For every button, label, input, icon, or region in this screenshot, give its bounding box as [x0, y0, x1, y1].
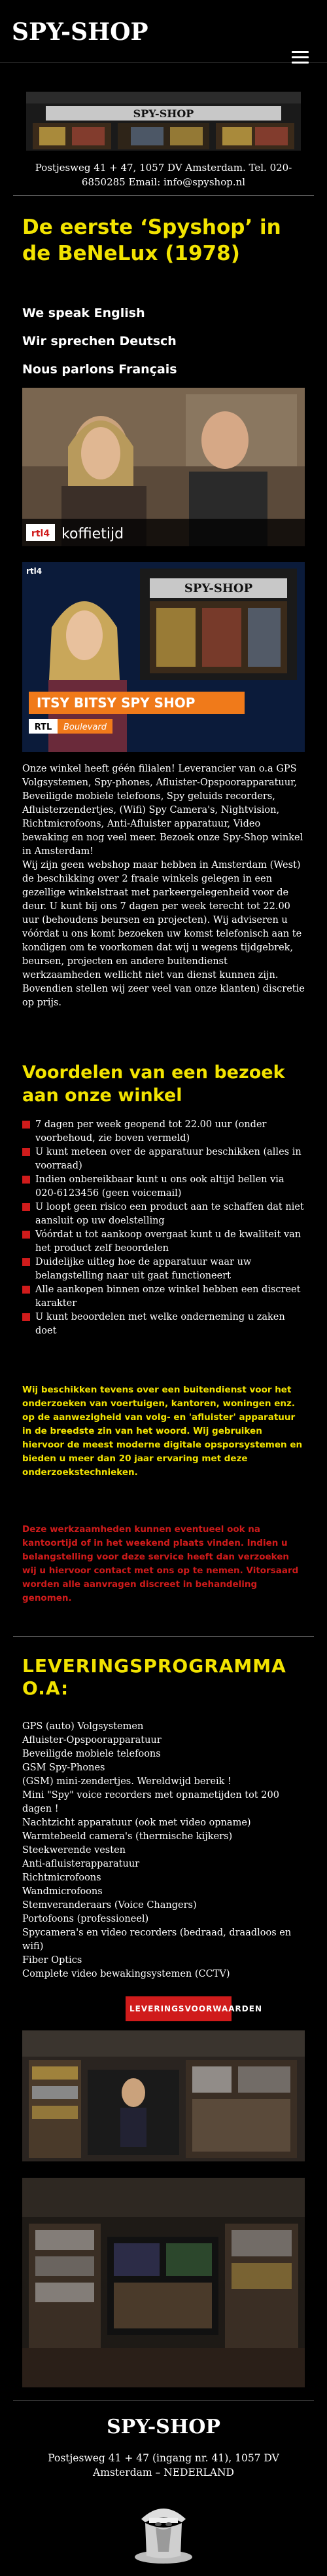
checkbox-icon [22, 1286, 30, 1294]
list-item: Complete video bewakingsystemen (CCTV) [22, 1969, 230, 1979]
program-heading: LEVERINGSPROGRAMMA O.A: [22, 1655, 286, 1699]
contact-address: Postjesweg 41 + 47, 1057 DV Amsterdam. Tel. 020-6850285 Email: info@spyshop.nl [35, 162, 292, 188]
after-hours-note: Deze werkzaamheden kunnen eventueel ook na kantoortijd of in het weekend plaats vinden. Indien u belangstelling voor deze service heeft dan verzoeken wij u hiervoor contact met ons op te nemen. Vitorsaard worden alle aanvragen discreet in behandeling genomen. [22, 1524, 299, 1603]
koffietijd-text: koffietijd [61, 526, 124, 542]
delivery-terms-button[interactable]: LEVERINGSVOORWAARDEN [126, 1996, 232, 2021]
list-item: Anti-afluisterapparatuur [22, 1859, 140, 1869]
list-item: Fiber Optics [22, 1955, 82, 1966]
checkbox-icon [22, 1231, 30, 1239]
about-text: Onze winkel heeft géén filialen! Leverancier van o.a GPS Volgsystemen, Spy-phones, Afluister-Opspoorapparatuur, Beveiligde mobiele telefoons, Spy geluids recorders, Afluisterzendertjes, (Wifi) Spy Camera's, Nightvision, Richtmicrofoons, Anti-Afluister apparatuur, Video bewaking en nog veel meer. Bezoek onze Spy-Shop winkel in Amsterdam! Wij zijn geen webshop maar hebben in Amsterdam (West) de beschikking over 2 fraaie winkels gelegen in een gezellige winkelstraat met parkeergelegenheid voor de deur. U kunt bij ons 7 dagen per week terecht tot 22.00 uur (behoudens beursen en projecten). Wij adviseren u vóórdat u ons komt bezoeken uw komst telefonisch aan te kondigen om te voorkomen dat wij u wegens tijdgebrek, beursen, projecten en andere buitendienst werkzaamheden wellicht niet van dienst kunnen zijn. Bovendien stellen wij zeer veel van onze klanten) discretie op prijs. [22, 764, 305, 1008]
advantages-list [22, 1118, 305, 1338]
divider [13, 195, 314, 196]
shop-interior-photo-1 [22, 2030, 305, 2161]
language-german: Wir sprechen Deutsch [22, 334, 177, 348]
list-item: Warmtebeeld camera's (thermische kijkers) [22, 1831, 233, 1842]
checkbox-icon [22, 1176, 30, 1184]
list-item: Nachtzicht apparatuur (ook met video opname) [22, 1818, 251, 1828]
list-item: Afluister-Opspoorapparatuur [22, 1735, 162, 1745]
list-item: GPS (auto) Volgsystemen [22, 1721, 144, 1732]
hamburger-menu-icon[interactable] [292, 51, 309, 65]
list-item: Alle aankopen binnen onze winkel hebben een discreet karakter [22, 1283, 305, 1311]
store-sign-text: SPY-SHOP [133, 107, 194, 120]
program-list [22, 1720, 305, 1981]
list-item: Spycamera's en video recorders (bedraad, draadloos en wifi) [22, 1928, 292, 1952]
divider [13, 1636, 314, 1637]
checkbox-icon [22, 1313, 30, 1321]
list-item: GSM Spy-Phones [22, 1763, 105, 1773]
language-french: Nous parlons Français [22, 362, 177, 377]
field-service-note: Wij beschikken tevens over een buitendienst voor het onderzoeken van voertuigen, kantoren, woningen enz. op de aanwezigheid van volg- en 'afluister' apparatuur in de breedste zin van het woord. Wij gebruiken hiervoor de meest moderne digitale opsporsystemen en bieden u meer dan 20 jaar ervaring met deze onderzoekstechnieken. [22, 1385, 303, 1478]
footer-address: Postjesweg 41 + 47 (ingang nr. 41), 1057 DV Amsterdam – NEDERLAND [48, 2452, 279, 2478]
list-item: Stemveranderaars (Voice Changers) [22, 1900, 197, 1911]
checkbox-icon [22, 1121, 30, 1129]
site-header [0, 0, 327, 63]
list-item: 7 dagen per week geopend tot 22.00 uur (onder voorbehoud, zie boven vermeld) [22, 1118, 305, 1146]
list-item: U loopt geen risico een product aan te schaffen dat niet aansluit op uw doelstelling [22, 1201, 305, 1228]
store-front-photo [26, 92, 301, 151]
tv-boulevard-photo [22, 562, 305, 752]
rtl4-logo-text: rtl4 [31, 529, 50, 539]
advantages-heading: Voordelen van een bezoek aan onze winkel [22, 1062, 285, 1106]
itsy-bitsy-banner: ITSY BITSY SPY SHOP [37, 695, 196, 711]
rtl4-small-logo: rtl4 [26, 567, 43, 576]
checkbox-icon [22, 1258, 30, 1266]
shop-interior-photo-2 [22, 2178, 305, 2387]
list-item: Beveiligde mobiele telefoons [22, 1749, 161, 1759]
intro-heading: De eerste ‘Spyshop’ in de BeNeLux (1978) [22, 215, 281, 265]
boulevard-store-sign: SPY-SHOP [184, 582, 253, 595]
checkbox-icon [22, 1148, 30, 1156]
list-item: U kunt meteen over de apparatuur beschikken (alles in voorraad) [22, 1146, 305, 1173]
list-item: Richtmicrofoons [22, 1873, 101, 1883]
list-item: U kunt beoordelen met welke onderneming u zaken doet [22, 1311, 305, 1338]
spy-mascot-icon [129, 2493, 198, 2565]
list-item: Portofoons (professioneel) [22, 1914, 149, 1924]
list-item: Duidelijke uitleg hoe de apparatuur waar uw belangstelling naar uit gaat functioneert [22, 1256, 305, 1283]
footer-logo: SPY-SHOP [107, 2416, 220, 2438]
list-item: Steekwerende vesten [22, 1845, 126, 1856]
checkbox-icon [22, 1203, 30, 1211]
rtl-logo-text: RTL [34, 722, 52, 732]
list-item: Indien onbereikbaar kunt u ons ook altijd bellen via 020-6123456 (geen voicemail) [22, 1173, 305, 1201]
list-item: Vóórdat u tot aankoop overgaat kunt u de kwaliteit van het product zelf beoordelen [22, 1228, 305, 1256]
language-english: We speak English [22, 306, 145, 320]
list-item: (GSM) mini-zendertjes. Wereldwijd bereik ! [22, 1776, 232, 1787]
list-item: Wandmicrofoons [22, 1886, 103, 1897]
boulevard-logo-text: Boulevard [63, 722, 107, 732]
list-item: Mini "Spy" voice recorders met opnametijden tot 200 dagen ! [22, 1790, 279, 1814]
divider [13, 2400, 314, 2401]
tv-koffietijd-photo [22, 388, 305, 546]
site-logo[interactable]: SPY-SHOP [12, 18, 148, 46]
